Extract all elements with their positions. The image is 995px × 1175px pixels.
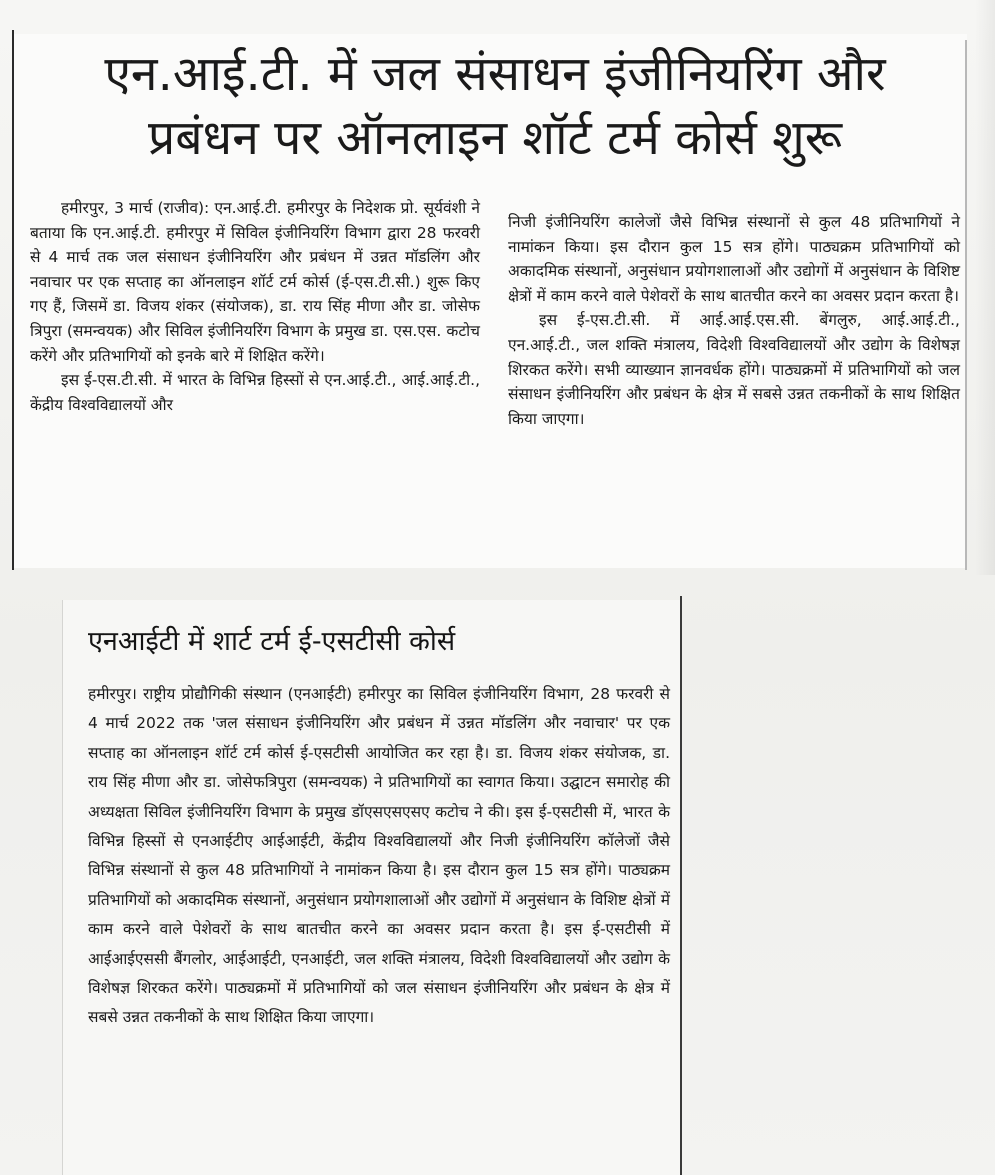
clipping-1-left-edge xyxy=(12,30,14,570)
clipping-1-left-paragraph-2: इस ई-एस.टी.सी. में भारत के विभिन्न हिस्सों से एन.आई.टी., आई.आई.टी., केंद्रीय विश्वविद्यालयों और xyxy=(30,371,480,414)
clipping-1-headline-line-1: एन.आई.टी. में जल संसाधन इंजीनियरिंग और xyxy=(104,46,886,102)
clipping-1-right-edge xyxy=(965,40,967,570)
clipping-1-headline-line-2: प्रबंधन पर ऑनलाइन शॉर्ट टर्म कोर्स शुरू xyxy=(147,110,843,166)
clipping-2-body: हमीरपुर। राष्ट्रीय प्रोद्यौगिकी संस्थान (एनआईटी) हमीरपुर का सिविल इंजीनियरिंग विभाग, 28 फरवरी से 4 मार्च 2022 तक 'जल संसाधन इंजीनियरिंग और प्रबंधन में उन्नत मॉडलिंग और नवाचार' पर एक सप्ताह का ऑनलाइन शॉर्ट टर्म कोर्स ई-एसटीसी आयोजित कर रहा है। डा. विजय शंकर संयोजक, डा. राय सिंह मीणा और डा. जोसेफत्रिपुरा (समन्वयक) ने प्रतिभागियों का स्वागत किया। उद्घाटन समारोह की अध्यक्षता सिविल इंजीनियरिंग विभाग के प्रमुख डॉएसएसएसए कटोच ने की। इस ई-एसटीसी में, भारत के विभिन्न हिस्सों से एनआईटीए आईआईटी, केंद्रीय विश्वविद्यालयों और निजी इंजीनियरिंग कॉलेजों जैसे विभिन्न संस्थानों से कुल 48 प्रतिभागियों ने नामांकन किया है। इस दौरान कुल 15 सत्र होंगे। पाठ्यक्रम प्रतिभागियों को अकादमिक संस्थानों, अनुसंधान प्रयोगशालाओं और उद्योगों में अनुसंधान के विशिष्ट क्षेत्रों में काम करने वाले पेशेवरों के साथ बातचीत करने का अवसर प्रदान करता है। इस ई-एसटीसी में आईआईएससी बैंगलोर, आईआईटी, एनआईटी, जल शक्ति मंत्रालय, विदेशी विश्वविद्यालयों और उद्योग के विशेषज्ञ शिरकत करेंगे। पाठ्यक्रमों में प्रतिभागियों को जल संसाधन इंजीनियरिंग और प्रबंधन के क्षेत्र में सबसे उन्नत तकनीकों के साथ शिक्षित किया जाएगा। xyxy=(88,685,670,1027)
clipping-2-right-edge xyxy=(680,596,682,1175)
clipping-1-left-column xyxy=(30,196,480,417)
page-edge-shadow xyxy=(975,0,995,575)
clipping-2-left-edge xyxy=(62,600,63,1175)
clipping-1-headline xyxy=(30,42,960,170)
clipping-1-right-paragraph-2: इस ई-एस.टी.सी. में आई.आई.एस.सी. बेंगलुरु, आई.आई.टी., एन.आई.टी., जल शक्ति मंत्रालय, विदेशी विश्वविद्यालयों और उद्योग के विशेषज्ञ शिरकत करेंगे। सभी व्याख्यान ज्ञानवर्धक होंगे। पाठ्यक्रमों में प्रतिभागियों को जल संसाधन इंजीनियरिंग और प्रबंधन के क्षेत्र में सबसे उन्नत तकनीकों के साथ शिक्षित किया जाएगा। xyxy=(508,311,960,428)
clipping-1-right-paragraph-1: निजी इंजीनियरिंग कालेजों जैसे विभिन्न संस्थानों से कुल 48 प्रतिभागियों ने नामांकन किया। इस दौरान कुल 15 सत्र होंगे। पाठ्यक्रम प्रतिभागियों को अकादमिक संस्थानों, अनुसंधान प्रयोगशालाओं और उद्योगों में अनुसंधान के विशिष्ट क्षेत्रों में काम करने वाले पेशेवरों के साथ बातचीत करने का अवसर प्रदान करता है। xyxy=(508,213,960,305)
clipping-2-headline: एनआईटी में शार्ट टर्म ई-एसटीसी कोर्स xyxy=(88,626,456,657)
clipping-1-right-column xyxy=(508,210,960,431)
clipping-1-left-paragraph-1: हमीरपुर, 3 मार्च (राजीव): एन.आई.टी. हमीरपुर के निदेशक प्रो. सूर्यवंशी ने बताया कि एन.आई.टी. हमीरपुर में सिविल इंजीनियरिंग विभाग द्वारा 28 फरवरी से 4 मार्च तक जल संसाधन इंजीनियरिंग और प्रबंधन में उन्नत मॉडलिंग और नवाचार पर एक सप्ताह का ऑनलाइन शॉर्ट टर्म कोर्स (ई-एस.टी.सी.) शुरू किए गए हैं, जिसमें डा. विजय शंकर (संयोजक), डा. राय सिंह मीणा और डा. जोसेफ त्रिपुरा (समन्वयक) और सिविल इंजीनियरिंग विभाग के प्रमुख डा. एस.एस. कटोच करेंगे और प्रतिभागियों को इनके बारे में शिक्षित करेंगे। xyxy=(30,199,480,365)
